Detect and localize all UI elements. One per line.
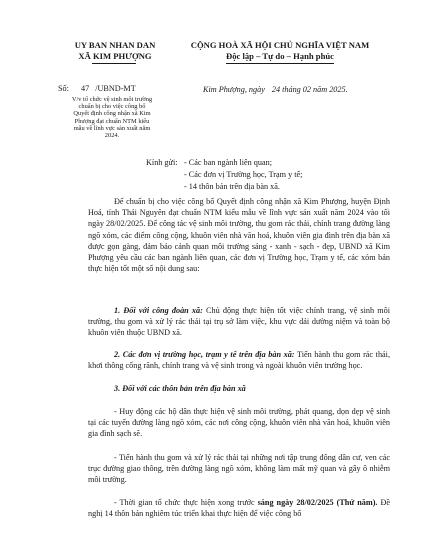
subject-line: V/v tổ chức vệ sinh môi trường — [71, 96, 153, 103]
section-3-heading: 3. Đối với các thôn bản trên địa bàn xã — [114, 384, 246, 393]
recipient-item: - Các đơn vị Trường học, Trạm y tế; — [184, 170, 303, 179]
section-3-bullet: - Tiến hành thu gom và xử lý rác thải tại những nơi tập trung đông dân cư, ven các trục đường giao thông, trên đường làng ngõ xóm, không làm mất mỹ quan và gây ô nhiễm môi trường. — [88, 453, 390, 485]
subject-line: mẫu về lĩnh vực sản xuất năm — [73, 124, 151, 132]
subject-line: Phượng đạt chuẩn NTM kiểu — [74, 117, 150, 125]
section-3-bullet-deadline — [88, 497, 390, 519]
deadline-post: Đề nghị 14 thôn bản nghiêm túc triển khai thực hiện để việc công bố — [88, 498, 391, 519]
section-2-text: Tiến hành thu gom rác thải, khơi thông cống rãnh, chỉnh trang và vệ sinh trong và ngoài khuôn viên trường học. — [88, 350, 390, 371]
doc-number-value: 47 — [80, 84, 90, 93]
section-3-bullet: - Huy động các hộ dân thực hiện vệ sinh môi trường, phát quang, dọn dẹp vệ sinh tại các tuyến đường làng ngõ xóm, các nơi công cộng, khuôn viên nhà văn hoá, khuôn viên gia đình sạch sẽ. — [88, 407, 390, 439]
section-3-title — [88, 383, 390, 394]
doc-number — [58, 84, 136, 93]
subject-line: chuẩn bị cho việc công bố — [78, 103, 146, 111]
subject-line: Quyết định công nhận xã Kim — [73, 110, 151, 118]
section-2 — [88, 349, 390, 371]
section-2-title: 2. Các đơn vị trường học, trạm y tế trên địa bàn xã: — [114, 350, 295, 359]
subject-line: 2024. — [104, 132, 120, 140]
agency-underline — [92, 63, 136, 64]
intro-paragraph: Để chuẩn bị cho việc công bố Quyết định công nhận xã Kim Phượng, huyện Định Hoá, tỉnh Thái Nguyên đạt chuẩn NTM kiểu mẫu về lĩnh vực sản xuất năm 2024 vào tối ngày 28/02/2025. Để công tác vệ sinh môi trường, thu gom rác thải, chỉnh trang đường làng ngõ xóm, các điểm công cộng, khuôn viên nhà văn hoá, khuôn viên gia đình trên địa bàn xã được gọn gàng, đảm bảo cảnh quan môi trường sáng - xanh - sạch - đẹp, UBND xã Kim Phượng yêu cầu các ban ngành liên quan, các đơn vị Trường học, Trạm y tế, các xóm bản thực hiện tốt một số nội dung sau: — [88, 197, 390, 274]
motto-underline — [226, 63, 334, 64]
issue-date — [203, 85, 348, 94]
subject-block — [56, 96, 168, 139]
section-1-title: 1. Đối với công đoàn xã: — [114, 306, 203, 315]
national-title: CỘNG HOÀ XÃ HỘI CHỦ NGHĨA VIỆT NAM — [190, 40, 370, 50]
recipient-item: - 14 thôn bản trên địa bàn xã. — [184, 182, 280, 191]
doc-number-prefix: Số: — [58, 84, 69, 93]
doc-number-suffix: /UBND-MT — [95, 84, 136, 93]
recipient-item: - Các ban ngành liên quan; — [184, 158, 272, 167]
national-motto: Độc lập – Tự do – Hạnh phúc — [226, 51, 334, 61]
deadline-date: sáng ngày 28/02/2025 (Thứ năm). — [257, 498, 378, 507]
deadline-pre: - Thời gian tổ chức thực hiện xong trước — [114, 498, 258, 507]
date-value: 24 tháng 02 năm 2025. — [271, 85, 348, 94]
section-1 — [88, 305, 390, 339]
recipients-label: Kính gửi: — [146, 158, 178, 167]
agency-name-line2: XÃ KIM PHƯỢNG — [78, 51, 152, 61]
section-1-text: Chủ động thực hiện tốt việc chỉnh trang, vệ sinh môi trường, thu gom và xử lý rác thải tại trụ sở làm việc, khu vực dải dường niệm và toàn bộ khuôn viên thuộc UBND xã. — [88, 306, 390, 338]
agency-name-line1: UY BAN NHAN DAN — [74, 40, 156, 50]
date-place: Kim Phượng, ngày — [203, 85, 265, 94]
